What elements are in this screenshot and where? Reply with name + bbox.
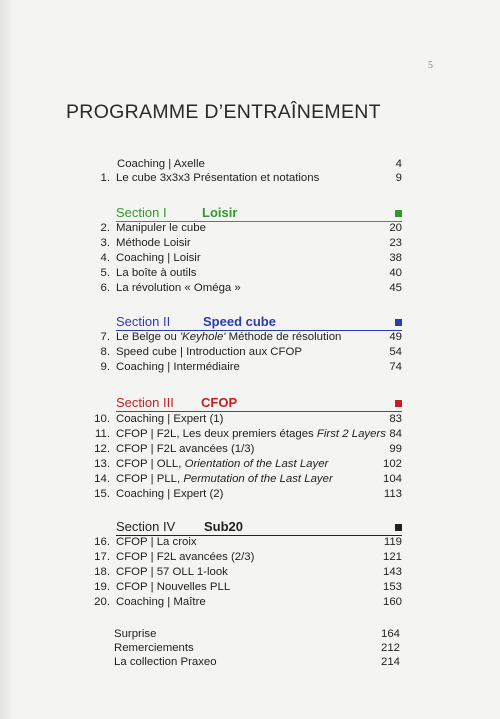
section-header — [116, 312, 402, 331]
entry-number: 11. — [95, 428, 110, 440]
section-name: Section I — [116, 205, 167, 220]
entry-label: CFOP | Nouvelles PLL — [116, 581, 231, 593]
entry-label — [116, 427, 386, 441]
toc-entry[interactable] — [0, 427, 500, 441]
toc-entry[interactable] — [0, 266, 500, 280]
entry-page-number: 9 — [395, 172, 402, 184]
entry-page-number: 212 — [380, 642, 400, 654]
entry-label: Coaching | Maître — [116, 596, 206, 608]
entry-number: 17. — [94, 551, 110, 563]
toc-entry[interactable] — [0, 565, 500, 579]
entry-number: 12. — [94, 443, 110, 455]
entry-number: 14. — [94, 473, 110, 485]
entry-label-part: CFOP | OLL, — [116, 458, 185, 470]
entry-page-number: 83 — [389, 413, 402, 425]
toc-entry[interactable] — [0, 550, 500, 564]
entry-label: Remerciements — [114, 642, 194, 654]
entry-page-number: 4 — [395, 158, 402, 170]
section-color-marker — [395, 210, 402, 217]
toc-entry[interactable] — [0, 641, 500, 655]
entry-label-italic: Permutation of the Last Layer — [183, 473, 333, 485]
entry-label-part: Le Belge ou — [116, 331, 180, 343]
entry-page-number: 49 — [389, 331, 402, 343]
entry-label — [116, 330, 341, 344]
entry-page-number: 54 — [389, 346, 402, 358]
section-header — [116, 393, 402, 412]
entry-label: La boîte à outils — [116, 267, 197, 279]
entry-number: 9. — [100, 361, 110, 373]
section-header — [116, 517, 402, 536]
toc-entry[interactable] — [0, 535, 500, 549]
entry-number: 13. — [94, 458, 110, 470]
entry-number: 7. — [100, 331, 110, 343]
entry-label: Coaching | Loisir — [116, 252, 201, 264]
entry-page-number: 74 — [389, 361, 402, 373]
entry-page-number: 214 — [380, 656, 400, 668]
entry-label: La collection Praxeo — [114, 656, 217, 668]
entry-number: 2. — [100, 222, 110, 234]
entry-label-italic: 'Keyhole' — [179, 331, 226, 343]
toc-entry[interactable] — [0, 412, 500, 426]
section-name: Section III — [116, 395, 174, 410]
entry-label — [116, 457, 328, 471]
section-name: Section II — [116, 314, 171, 329]
toc-entry[interactable] — [0, 345, 500, 359]
entry-number: 4. — [100, 252, 110, 264]
entry-label: CFOP | La croix — [116, 536, 197, 548]
toc-entry[interactable] — [0, 330, 500, 344]
entry-label: Le cube 3x3x3 Présentation et notations — [116, 172, 320, 184]
entry-number: 6. — [100, 282, 110, 294]
section-color-marker — [395, 319, 402, 326]
toc-entry[interactable] — [0, 171, 500, 185]
toc-entry[interactable] — [0, 157, 500, 171]
entry-page-number: 104 — [382, 473, 402, 485]
entry-page-number: 45 — [389, 282, 402, 294]
entry-number: 16. — [94, 536, 110, 548]
entry-label: CFOP | F2L avancées (2/3) — [116, 551, 255, 563]
toc-entry[interactable] — [0, 487, 500, 501]
section-title: CFOP — [201, 395, 238, 410]
entry-page-number: 99 — [389, 443, 402, 455]
entry-label-part: CFOP | F2L, Les deux premiers étages — [116, 428, 317, 440]
section-color-marker — [395, 400, 402, 407]
toc-entry[interactable] — [0, 221, 500, 235]
entry-label-italic: First 2 Layers — [316, 428, 386, 440]
entry-number: 18. — [94, 566, 110, 578]
entry-page-number: 153 — [382, 581, 402, 593]
entry-page-number: 20 — [389, 222, 402, 234]
entry-number: 8. — [100, 346, 110, 358]
entry-page-number: 119 — [383, 536, 402, 548]
entry-label: Manipuler le cube — [116, 222, 206, 234]
entry-label: Speed cube | Introduction aux CFOP — [116, 346, 302, 358]
entry-page-number: 102 — [382, 458, 402, 470]
entry-label: Coaching | Expert (2) — [116, 488, 224, 500]
entry-label: Coaching | Axelle — [117, 158, 205, 170]
toc-entry[interactable] — [0, 580, 500, 594]
entry-label: Coaching | Expert (1) — [116, 413, 224, 425]
entry-label: Surprise — [114, 628, 157, 640]
entry-page-number: 160 — [382, 596, 402, 608]
entry-page-number: 113 — [383, 488, 402, 500]
toc-entry[interactable] — [0, 442, 500, 456]
page-number: 5 — [428, 60, 433, 71]
entry-page-number: 164 — [380, 628, 400, 640]
entry-number: 15. — [94, 488, 110, 500]
page-title: PROGRAMME D’ENTRAÎNEMENT — [66, 101, 381, 123]
toc-entry[interactable] — [0, 472, 500, 486]
entry-label-part: Méthode de résolution — [225, 331, 342, 343]
entry-page-number: 23 — [389, 237, 402, 249]
entry-page-number: 84 — [389, 428, 402, 440]
toc-entry[interactable] — [0, 457, 500, 471]
entry-label: CFOP | 57 OLL 1-look — [116, 566, 228, 578]
entry-label — [116, 472, 333, 486]
toc-entry[interactable] — [0, 627, 500, 641]
toc-entry[interactable] — [0, 595, 500, 609]
entry-label: La révolution « Oméga » — [116, 282, 241, 294]
toc-entry[interactable] — [0, 251, 500, 265]
toc-entry[interactable] — [0, 360, 500, 374]
entry-page-number: 121 — [382, 551, 402, 563]
toc-entry[interactable] — [0, 236, 500, 250]
section-title: Sub20 — [204, 519, 244, 534]
entry-label-italic: Orientation of the Last Layer — [184, 458, 329, 470]
entry-page-number: 40 — [389, 267, 402, 279]
section-title: Loisir — [202, 205, 238, 220]
entry-number: 3. — [100, 237, 110, 249]
entry-label: Méthode Loisir — [116, 237, 191, 249]
entry-page-number: 38 — [389, 252, 402, 264]
entry-page-number: 143 — [382, 566, 402, 578]
entry-number: 19. — [94, 581, 110, 593]
section-color-marker — [395, 524, 402, 531]
entry-label-part: CFOP | PLL, — [116, 473, 184, 485]
entry-label: CFOP | F2L avancées (1/3) — [116, 443, 255, 455]
toc-entry[interactable] — [0, 655, 500, 669]
entry-number: 1. — [100, 172, 110, 184]
toc-entry[interactable] — [0, 281, 500, 295]
section-header — [116, 203, 402, 222]
entry-number: 20. — [94, 596, 110, 608]
entry-number: 10. — [94, 413, 110, 425]
section-title: Speed cube — [203, 314, 276, 329]
entry-label: Coaching | Intermédiaire — [116, 361, 240, 373]
entry-number: 5. — [100, 267, 110, 279]
section-name: Section IV — [116, 519, 176, 534]
